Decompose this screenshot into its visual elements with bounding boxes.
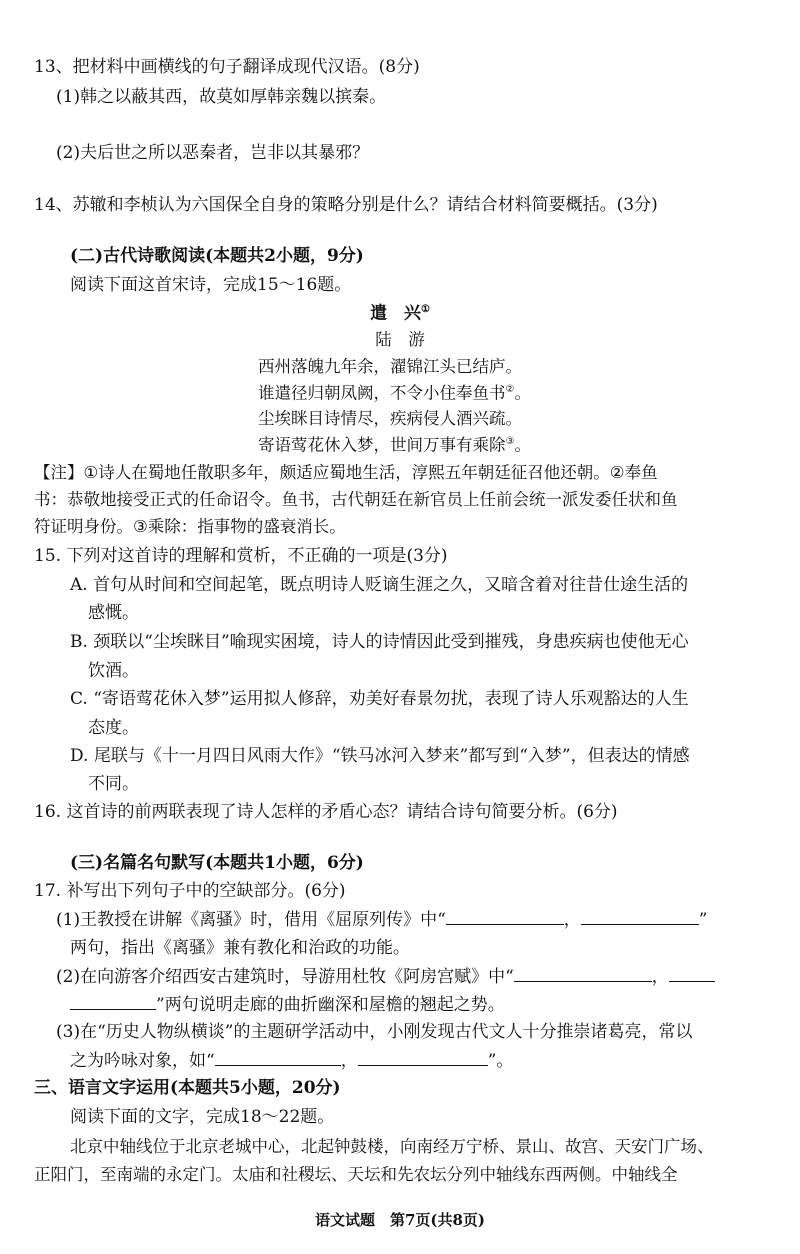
q15-option-a: A. 首句从时间和空间起笔，既点明诗人贬谪生涯之久，又暗含着对往昔仕途生活的 <box>70 575 689 595</box>
q17-item-1: (1)王教授在讲解《离骚》时，借用《屈原列传》中“ ， ” <box>56 910 708 930</box>
part-3-intro: 阅读下面的文字，完成18～22题。 <box>70 1107 335 1127</box>
q17-item-2-cont: ”两句说明走廊的曲折幽深和屋檐的翘起之势。 <box>70 995 505 1016</box>
q17-stem: 17. 补写出下列句子中的空缺部分。(6分) <box>34 881 346 901</box>
passage-line-1: 北京中轴线位于北京老城中心，北起钟鼓楼，向南经万宁桥、景山、故宫、天安门广场、 <box>70 1137 714 1156</box>
part-3-heading: 三、语言文字运用(本题共5小题，20分) <box>34 1078 341 1098</box>
q13-sentence-2: (2)夫后世之所以恶秦者，岂非以其暴邪？ <box>56 143 370 163</box>
q15-option-b: B. 颈联以“尘埃眯目”喻现实困境，诗人的诗情因此受到摧残，身患疾病也使他无心 <box>70 632 689 652</box>
poem-author: 陆 游 <box>375 330 425 349</box>
answer-blank[interactable] <box>70 995 156 1010</box>
answer-blank[interactable] <box>358 1051 488 1066</box>
poem-line-3: 尘埃眯目诗情尽，疾病侵人酒兴疏。 <box>258 409 522 428</box>
q15-option-c: C. “寄语莺花休入梦”运用拟人修辞，劝美好春景勿扰，表现了诗人乐观豁达的人生 <box>70 689 689 709</box>
poem-notes-line-3: 符证明身份。③乘除：指事物的盛衰消长。 <box>34 517 346 536</box>
q15-option-d: D. 尾联与《十一月四日风雨大作》“铁马冰河入梦来”都写到“入梦”，但表达的情感 <box>70 746 690 766</box>
q17-item-3: (3)在“历史人物纵横谈”的主题研学活动中，小刚发现古代文人十分推崇诸葛亮，常以 <box>56 1022 693 1042</box>
q16-stem: 16. 这首诗的前两联表现了诗人怎样的矛盾心态？请结合诗句简要分析。(6分) <box>34 802 618 822</box>
q13-stem: 13、把材料中画横线的句子翻译成现代汉语。(8分) <box>34 57 420 77</box>
q17-item-3-cont: 之为吟咏对象，如“ ， ”。 <box>70 1051 514 1071</box>
poem-line-1: 西州落魄九年余，濯锦江头已结庐。 <box>258 357 522 376</box>
q15-option-c-cont: 态度。 <box>88 718 139 738</box>
q15-option-d-cont: 不同。 <box>88 774 139 794</box>
section-2-intro: 阅读下面这首宋诗，完成15～16题。 <box>70 275 352 295</box>
answer-blank[interactable] <box>581 910 699 925</box>
answer-blank[interactable] <box>514 967 652 982</box>
section-3-heading: (三)名篇名句默写(本题共1小题，6分) <box>70 853 364 873</box>
q15-option-b-cont: 饮酒。 <box>88 661 139 681</box>
page-footer: 语文试题 第7页(共8页) <box>314 1211 486 1229</box>
q14-stem: 14、苏辙和李桢认为六国保全自身的策略分别是什么？请结合材料简要概括。(3分) <box>34 195 658 215</box>
q15-stem: 15. 下列对这首诗的理解和赏析，不正确的一项是(3分) <box>34 546 448 566</box>
section-2-heading: (二)古代诗歌阅读(本题共2小题，9分) <box>70 246 364 266</box>
q17-item-2: (2)在向游客介绍西安古建筑时，导游用杜牧《阿房宫赋》中“ ， <box>56 967 715 988</box>
answer-blank[interactable] <box>446 910 564 925</box>
poem-title: 遣 兴① <box>370 303 430 324</box>
poem-notes-line-1: 【注】①诗人在蜀地任散职多年，颇适应蜀地生活，淳熙五年朝廷征召他还朝。②奉鱼 <box>34 463 658 482</box>
q13-sentence-1: (1)韩之以蔽其西，故莫如厚韩亲魏以摈秦。 <box>56 87 387 107</box>
passage-line-2: 正阳门，至南端的永定门。太庙和社稷坛、天坛和先农坛分列中轴线东西两侧。中轴线全 <box>34 1165 678 1184</box>
poem-line-2: 谁遣径归朝凤阙，不令小住奉鱼书②。 <box>258 383 531 403</box>
answer-blank[interactable] <box>669 967 715 982</box>
answer-blank[interactable] <box>215 1051 341 1066</box>
poem-line-4: 寄语莺花休入梦，世间万事有乘除③。 <box>258 435 531 455</box>
poem-notes-line-2: 书：恭敬地接受正式的任命诏令。鱼书，古代朝廷在新官员上任前会统一派发委任状和鱼 <box>34 490 678 509</box>
q17-item-1-cont: 两句，指出《离骚》兼有教化和治政的功能。 <box>70 938 410 958</box>
q15-option-a-cont: 感慨。 <box>88 603 139 623</box>
